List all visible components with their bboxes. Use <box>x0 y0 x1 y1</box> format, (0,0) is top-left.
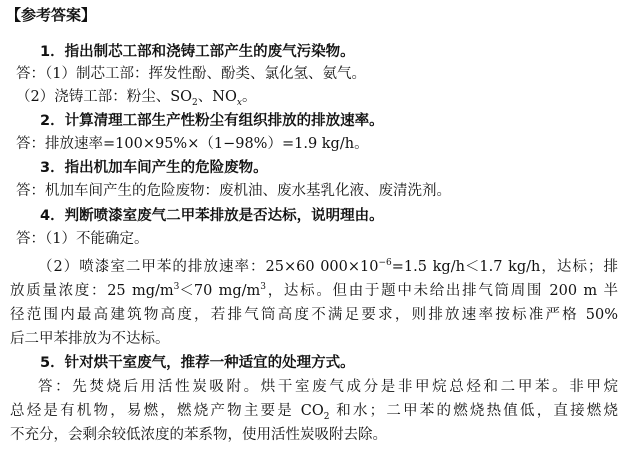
answer-4-line-4: 径范围内最高建筑物高度，若排气筒高度不满足要求，则排放速率按标准严格 50% <box>10 307 618 323</box>
question-5-title: 5．针对烘干室废气，推荐一种适宜的处理方式。 <box>40 355 355 371</box>
answer-2-line-1: 答：排放速率=100×95%×（1−98%）=1.9 kg/h。 <box>16 136 369 152</box>
answer-heading: 【参考答案】 <box>6 6 97 24</box>
answer-4-line-5: 后二甲苯排放为不达标。 <box>10 331 170 347</box>
answer-1-line-1: 答：（1）制芯工部：挥发性酚、酚类、氯化氢、氨气。 <box>16 66 366 82</box>
answer-1-line-2: （2）浇铸工部：粉尘、$SO_2$、$NO_x$。 <box>16 89 257 108</box>
answer-4-line-2: （2）喷漆室二甲苯的排放速率：25×60 $000\times 10^{-6}=1.5$ kg/h＜1.7 kg/h，达标；排 <box>38 258 618 275</box>
question-4-title: 4．判断喷漆室废气二甲苯排放是否达标，说明理由。 <box>40 208 384 224</box>
answer-5-line-2: 总烃是有机物，易燃，燃烧产物主要是 $CO_2$ 和水；二甲苯的燃烧热值低，直接燃烧 <box>10 403 619 422</box>
answer-4-line-1: 答：（1）不能确定。 <box>16 231 149 247</box>
answer-5-line-3: 不充分，会剩余较低浓度的苯系物，使用活性炭吸附去除。 <box>10 427 387 443</box>
question-1-title: 1．指出制芯工部和浇铸工部产生的废气污染物。 <box>40 44 355 60</box>
answer-5-line-1: 答：先焚烧后用活性炭吸附。烘干室废气成分是非甲烷总烃和二甲苯。非甲烷 <box>38 379 618 395</box>
question-3-title: 3．指出机加车间产生的危险废物。 <box>40 160 268 176</box>
answer-4-line-3: 放质量浓度：25 $mg/m^3<70$ $mg/m^3$，达标。但由于题中未给出排气筒周围 200 m 半 <box>10 282 618 299</box>
question-2-title: 2．计算清理工部生产性粉尘有组织排放的排放速率。 <box>40 113 384 129</box>
answer-3-line-1: 答：机加车间产生的危险废物：废机油、废水基乳化液、废清洗剂。 <box>16 183 451 199</box>
